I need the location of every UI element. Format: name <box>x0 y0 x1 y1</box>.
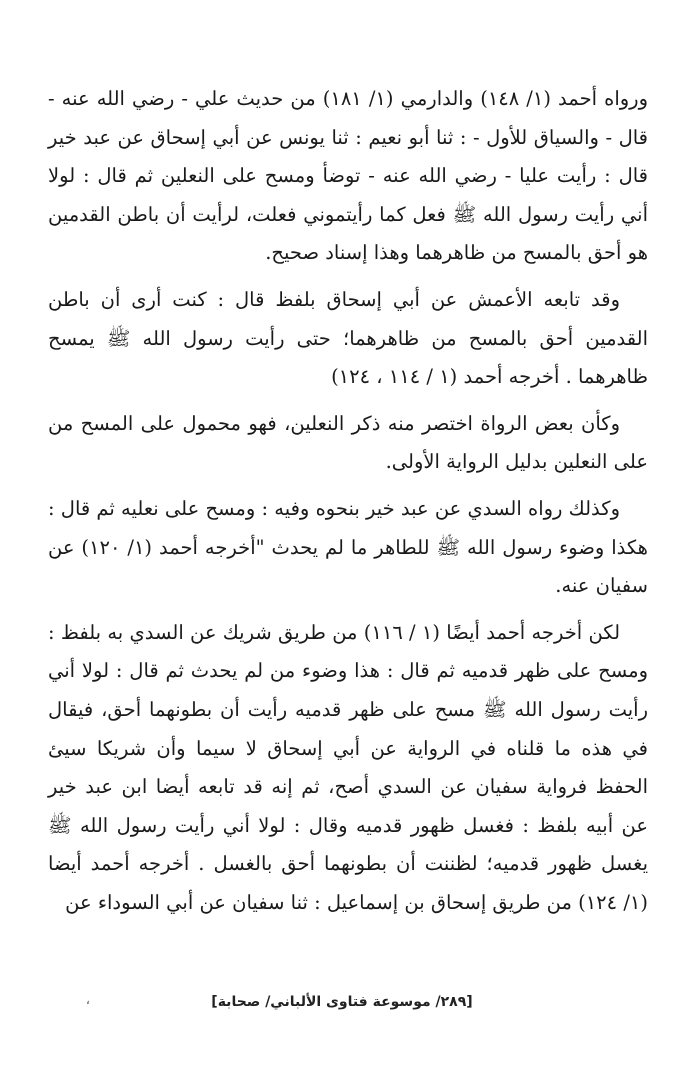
paragraph-5: لكن أخرجه أحمد أيضًا (١ / ١١٦) من طريق شريك عن السدي به بلفظ : ومسح على ظهر قدميه ثم قال : هذا وضوء من لم يحدث ثم قال : لولا أني رأيت رسول الله ﷺ مسح على ظهر قدميه رأيت أن بطونهما أحق، فيقال في هذه ما قلناه في الرواية عن أبي إسحاق لا سيما وأن شريكا سيئ الحفظ فرواية سفيان عن السدي أصح، ثم إنه قد تابعه أيضا ابن عبد خير عن أبيه بلفظ : فغسل ظهور قدميه وقال : لولا أني رأيت رسول الله ﷺ يغسل ظهور قدميه؛ لظننت أن بطونهما أحق بالغسل . أخرجه أحمد أيضا (١/ ١٢٤) من طريق إسحاق بن إسماعيل : ثنا سفيان عن أبي السوداء عن <box>48 620 648 914</box>
paragraph-2: وقد تابعه الأعمش عن أبي إسحاق بلفظ قال : كنت أرى أن باطن القدمين أحق بالمسح من ظاهرهما؛ حتى رأيت رسول الله ﷺ يمسح ظاهرهما . أخرجه أحمد (١ / ١١٤ ، ١٢٤) <box>48 287 648 389</box>
footer-mark: ، <box>86 996 90 1007</box>
paragraph-3: وكأن بعض الرواة اختصر منه ذكر النعلين، فهو محمول على المسح من على النعلين بدليل الرواية الأولى. <box>48 411 648 474</box>
footer-page-reference: [٢٨٩/ موسوعة فتاوى الألباني/ صحابة] <box>211 994 473 1010</box>
paragraph-1: ورواه أحمد (١/ ١٤٨) والدارمي (١/ ١٨١) من حديث علي - رضي الله عنه - قال - والسياق للأول - : ثنا أبو نعيم : ثنا يونس عن أبي إسحاق عن عبد خير قال : رأيت عليا - رضي الله عنه - توضأ ومسح على النعلين ثم قال : لولا أني رأيت رسول الله ﷺ فعل كما رأيتموني فعلت، لرأيت أن باطن القدمين هو أحق بالمسح من ظاهرهما وهذا إسناد صحيح. <box>48 87 648 265</box>
paragraph-4: وكذلك رواه السدي عن عبد خير بنحوه وفيه : ومسح على نعليه ثم قال : هكذا وضوء رسول الله ﷺ للطاهر ما لم يحدث "أخرجه أحمد (١/ ١٢٠) عن سفيان عنه. <box>48 496 648 598</box>
page-body <box>48 80 648 930</box>
page-footer <box>0 994 684 1010</box>
